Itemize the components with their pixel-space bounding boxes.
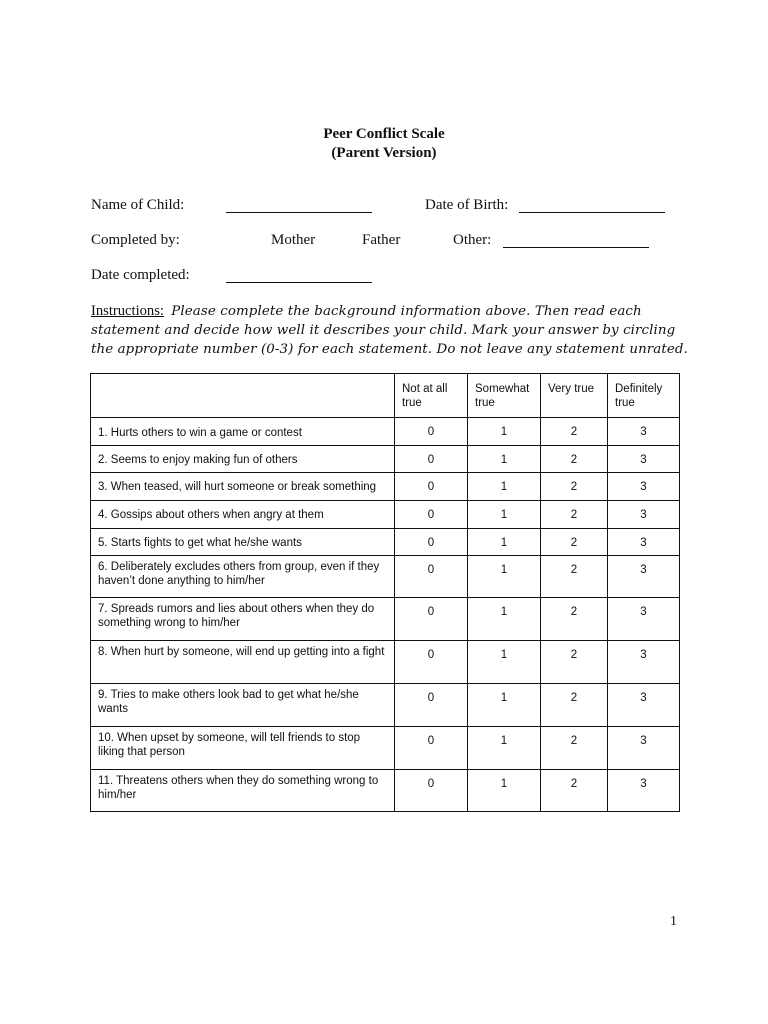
header-definitely-true: Definitely true (608, 374, 680, 418)
statement-cell: 2. Seems to enjoy making fun of others (91, 446, 395, 473)
rating-1[interactable]: 1 (468, 529, 541, 556)
rating-0[interactable]: 0 (395, 770, 468, 812)
rating-0[interactable]: 0 (395, 446, 468, 473)
rating-3[interactable]: 3 (608, 770, 680, 812)
rating-2[interactable]: 2 (541, 418, 608, 446)
rating-2[interactable]: 2 (541, 684, 608, 727)
instructions-label: Instructions: (91, 303, 164, 319)
name-of-child-label: Name of Child: (91, 197, 185, 213)
mother-option[interactable]: Mother (271, 232, 316, 248)
rating-0[interactable]: 0 (395, 598, 468, 641)
rating-1[interactable]: 1 (468, 556, 541, 598)
rating-2[interactable]: 2 (541, 556, 608, 598)
rating-1[interactable]: 1 (468, 501, 541, 529)
statement-cell: 9. Tries to make others look bad to get what he/she wants (91, 684, 395, 727)
table-row (91, 446, 680, 473)
other-line[interactable] (503, 247, 649, 248)
statement-cell: 8. When hurt by someone, will end up getting into a fight (91, 641, 395, 684)
page-number: 1 (670, 914, 677, 929)
table-row (91, 473, 680, 501)
rating-1[interactable]: 1 (468, 727, 541, 770)
table-row (91, 727, 680, 770)
rating-2[interactable]: 2 (541, 473, 608, 501)
statement-cell: 7. Spreads rumors and lies about others when they do something wrong to him/her (91, 598, 395, 641)
rating-0[interactable]: 0 (395, 556, 468, 598)
rating-3[interactable]: 3 (608, 418, 680, 446)
father-option[interactable]: Father (362, 232, 401, 248)
table-row (91, 641, 680, 684)
rating-0[interactable]: 0 (395, 684, 468, 727)
date-of-birth-label: Date of Birth: (425, 197, 509, 213)
rating-2[interactable]: 2 (541, 529, 608, 556)
rating-1[interactable]: 1 (468, 473, 541, 501)
rating-3[interactable]: 3 (608, 501, 680, 529)
rating-3[interactable]: 3 (608, 727, 680, 770)
form-subtitle: (Parent Version) (331, 145, 437, 161)
rating-1[interactable]: 1 (468, 770, 541, 812)
instructions-text: Please complete the background information above. Then read each statement and decide how well it describes your child. Mark your answer by circling the appropriate number (0-3) for each statement. Do not leave any statement unrated. (91, 304, 688, 357)
date-of-birth-line[interactable] (519, 212, 665, 213)
rating-0[interactable]: 0 (395, 641, 468, 684)
header-not-at-all-true: Not at all true (395, 374, 468, 418)
table-row (91, 529, 680, 556)
statement-cell: 10. When upset by someone, will tell friends to stop liking that person (91, 727, 395, 770)
rating-0[interactable]: 0 (395, 529, 468, 556)
form-title: Peer Conflict Scale (323, 126, 445, 142)
completed-by-label: Completed by: (91, 232, 180, 248)
rating-1[interactable]: 1 (468, 598, 541, 641)
rating-3[interactable]: 3 (608, 529, 680, 556)
rating-3[interactable]: 3 (608, 446, 680, 473)
rating-2[interactable]: 2 (541, 641, 608, 684)
rating-0[interactable]: 0 (395, 418, 468, 446)
statement-header (91, 374, 395, 418)
rating-0[interactable]: 0 (395, 501, 468, 529)
date-completed-line[interactable] (226, 282, 372, 283)
statement-cell: 11. Threatens others when they do something wrong to him/her (91, 770, 395, 812)
rating-3[interactable]: 3 (608, 684, 680, 727)
rating-1[interactable]: 1 (468, 641, 541, 684)
rating-2[interactable]: 2 (541, 446, 608, 473)
statement-cell: 6. Deliberately excludes others from group, even if they haven’t done anything to him/her (91, 556, 395, 598)
rating-1[interactable]: 1 (468, 446, 541, 473)
table-row (91, 418, 680, 446)
header-somewhat-true: Somewhat true (468, 374, 541, 418)
table-row (91, 598, 680, 641)
rating-1[interactable]: 1 (468, 684, 541, 727)
table-header-row (91, 374, 680, 418)
header-very-true: Very true (541, 374, 608, 418)
rating-3[interactable]: 3 (608, 473, 680, 501)
statement-cell: 4. Gossips about others when angry at them (91, 501, 395, 529)
rating-3[interactable]: 3 (608, 641, 680, 684)
statement-cell: 5. Starts fights to get what he/she wants (91, 529, 395, 556)
rating-2[interactable]: 2 (541, 727, 608, 770)
table-row (91, 501, 680, 529)
rating-3[interactable]: 3 (608, 556, 680, 598)
rating-2[interactable]: 2 (541, 770, 608, 812)
table-row (91, 770, 680, 812)
rating-0[interactable]: 0 (395, 473, 468, 501)
table-row (91, 556, 680, 598)
rating-0[interactable]: 0 (395, 727, 468, 770)
rating-3[interactable]: 3 (608, 598, 680, 641)
table-row (91, 684, 680, 727)
date-completed-label: Date completed: (91, 267, 190, 283)
rating-1[interactable]: 1 (468, 418, 541, 446)
name-of-child-line[interactable] (226, 212, 372, 213)
instructions (91, 302, 691, 359)
statement-cell: 3. When teased, will hurt someone or break something (91, 473, 395, 501)
rating-2[interactable]: 2 (541, 598, 608, 641)
statement-cell: 1. Hurts others to win a game or contest (91, 418, 395, 446)
rating-2[interactable]: 2 (541, 501, 608, 529)
other-option-label[interactable]: Other: (453, 232, 492, 248)
rating-table (90, 373, 680, 812)
